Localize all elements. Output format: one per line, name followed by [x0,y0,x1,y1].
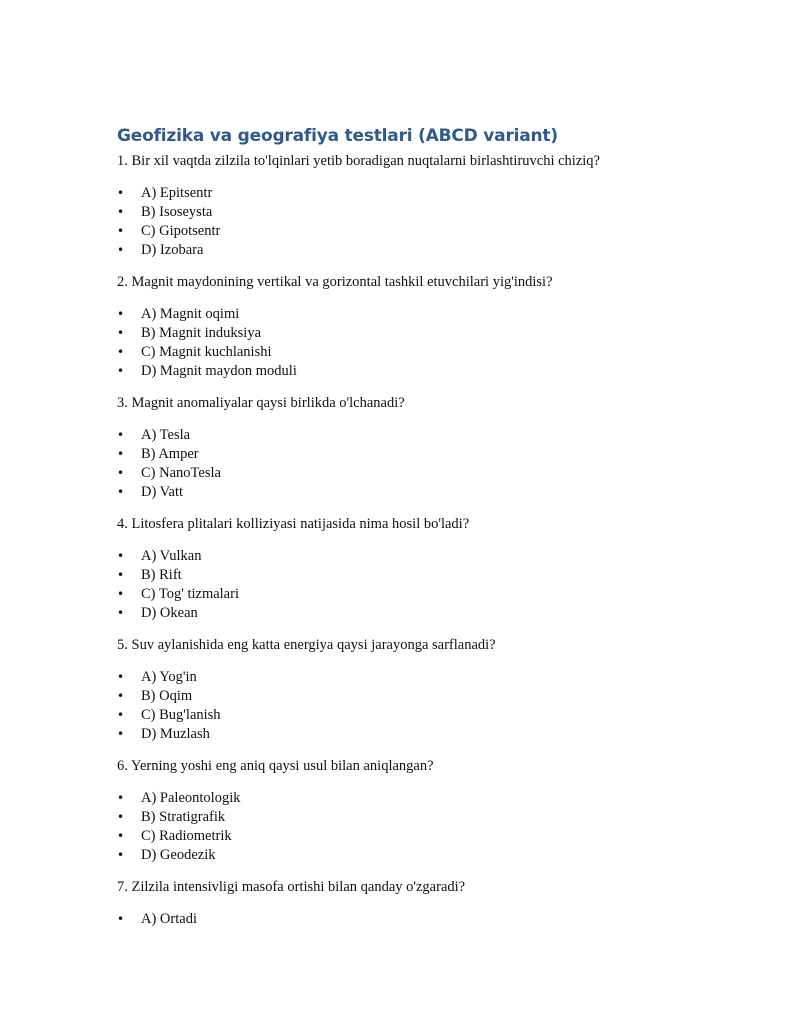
option-label: C) Tog' tizmalari [141,586,239,602]
bullet-icon: • [117,587,125,601]
question-3 [117,394,697,502]
option-label: C) Radiometrik [141,828,232,844]
option-label: B) Stratigrafik [141,809,226,825]
option-list [117,184,697,260]
option-b [117,687,697,706]
document-content [117,124,697,942]
option-b [117,566,697,585]
option-label: A) Paleontologik [141,790,241,806]
bullet-icon: • [117,810,125,824]
bullet-icon: • [117,205,125,219]
option-c [117,585,697,604]
bullet-icon: • [117,549,125,563]
option-label: B) Rift [141,567,182,583]
question-1 [117,152,697,260]
bullet-icon: • [117,326,125,340]
option-label: A) Magnit oqimi [141,306,240,322]
option-d [117,846,697,865]
option-a [117,547,697,566]
question-4 [117,515,697,623]
option-a [117,184,697,203]
option-d [117,604,697,623]
option-label: C) Magnit kuchlanishi [141,344,272,360]
option-list [117,426,697,502]
option-b [117,324,697,343]
option-d [117,241,697,260]
bullet-icon: • [117,224,125,238]
option-d [117,362,697,381]
bullet-icon: • [117,307,125,321]
option-b [117,808,697,827]
bullet-icon: • [117,848,125,862]
option-a [117,426,697,445]
question-6 [117,757,697,865]
option-list [117,305,697,381]
option-label: C) Gipotsentr [141,223,221,239]
bullet-icon: • [117,447,125,461]
bullet-icon: • [117,428,125,442]
option-d [117,483,697,502]
option-list [117,789,697,865]
bullet-icon: • [117,689,125,703]
option-label: D) Vatt [141,484,184,500]
option-list [117,668,697,744]
bullet-icon: • [117,670,125,684]
option-label: B) Magnit induksiya [141,325,262,341]
bullet-icon: • [117,466,125,480]
option-a [117,305,697,324]
option-c [117,827,697,846]
option-c [117,464,697,483]
question-text: 2. Magnit maydonining vertikal va gorizontal tashkil etuvchilari yig'indisi? [117,274,553,290]
option-list [117,547,697,623]
option-label: D) Magnit maydon moduli [141,363,297,379]
option-label: D) Muzlash [141,726,210,742]
bullet-icon: • [117,727,125,741]
bullet-icon: • [117,186,125,200]
question-text: 5. Suv aylanishida eng katta energiya qaysi jarayonga sarflanadi? [117,637,496,653]
question-text: 6. Yerning yoshi eng aniq qaysi usul bilan aniqlangan? [117,758,434,774]
option-a [117,668,697,687]
option-c [117,343,697,362]
option-label: C) NanoTesla [141,465,221,481]
option-label: A) Yog'in [141,669,197,685]
question-7 [117,878,697,929]
option-c [117,222,697,241]
option-label: B) Oqim [141,688,193,704]
question-text: 4. Litosfera plitalari kolliziyasi natijasida nima hosil bo'ladi? [117,516,470,532]
question-text: 3. Magnit anomaliyalar qaysi birlikda o'lchanadi? [117,395,405,411]
document-title: Geofizika va geografiya testlari (ABCD variant) [117,126,558,146]
option-label: D) Geodezik [141,847,216,863]
bullet-icon: • [117,912,125,926]
bullet-icon: • [117,485,125,499]
question-2 [117,273,697,381]
option-label: A) Tesla [141,427,191,443]
bullet-icon: • [117,568,125,582]
option-b [117,203,697,222]
question-text: 1. Bir xil vaqtda zilzila to'lqinlari yetib boradigan nuqtalarni birlashtiruvchi chiziq? [117,153,600,169]
option-label: A) Vulkan [141,548,202,564]
option-c [117,706,697,725]
option-label: A) Ortadi [141,911,197,927]
option-label: B) Amper [141,446,199,462]
option-d [117,725,697,744]
question-text: 7. Zilzila intensivligi masofa ortishi bilan qanday o'zgaradi? [117,879,466,895]
bullet-icon: • [117,829,125,843]
option-label: B) Isoseysta [141,204,213,220]
bullet-icon: • [117,791,125,805]
option-label: D) Okean [141,605,198,621]
question-5 [117,636,697,744]
option-label: D) Izobara [141,242,204,258]
bullet-icon: • [117,606,125,620]
bullet-icon: • [117,345,125,359]
option-a [117,910,697,929]
option-label: C) Bug'lanish [141,707,221,723]
option-a [117,789,697,808]
option-b [117,445,697,464]
bullet-icon: • [117,243,125,257]
bullet-icon: • [117,364,125,378]
option-label: A) Epitsentr [141,185,213,201]
bullet-icon: • [117,708,125,722]
option-list [117,910,697,929]
